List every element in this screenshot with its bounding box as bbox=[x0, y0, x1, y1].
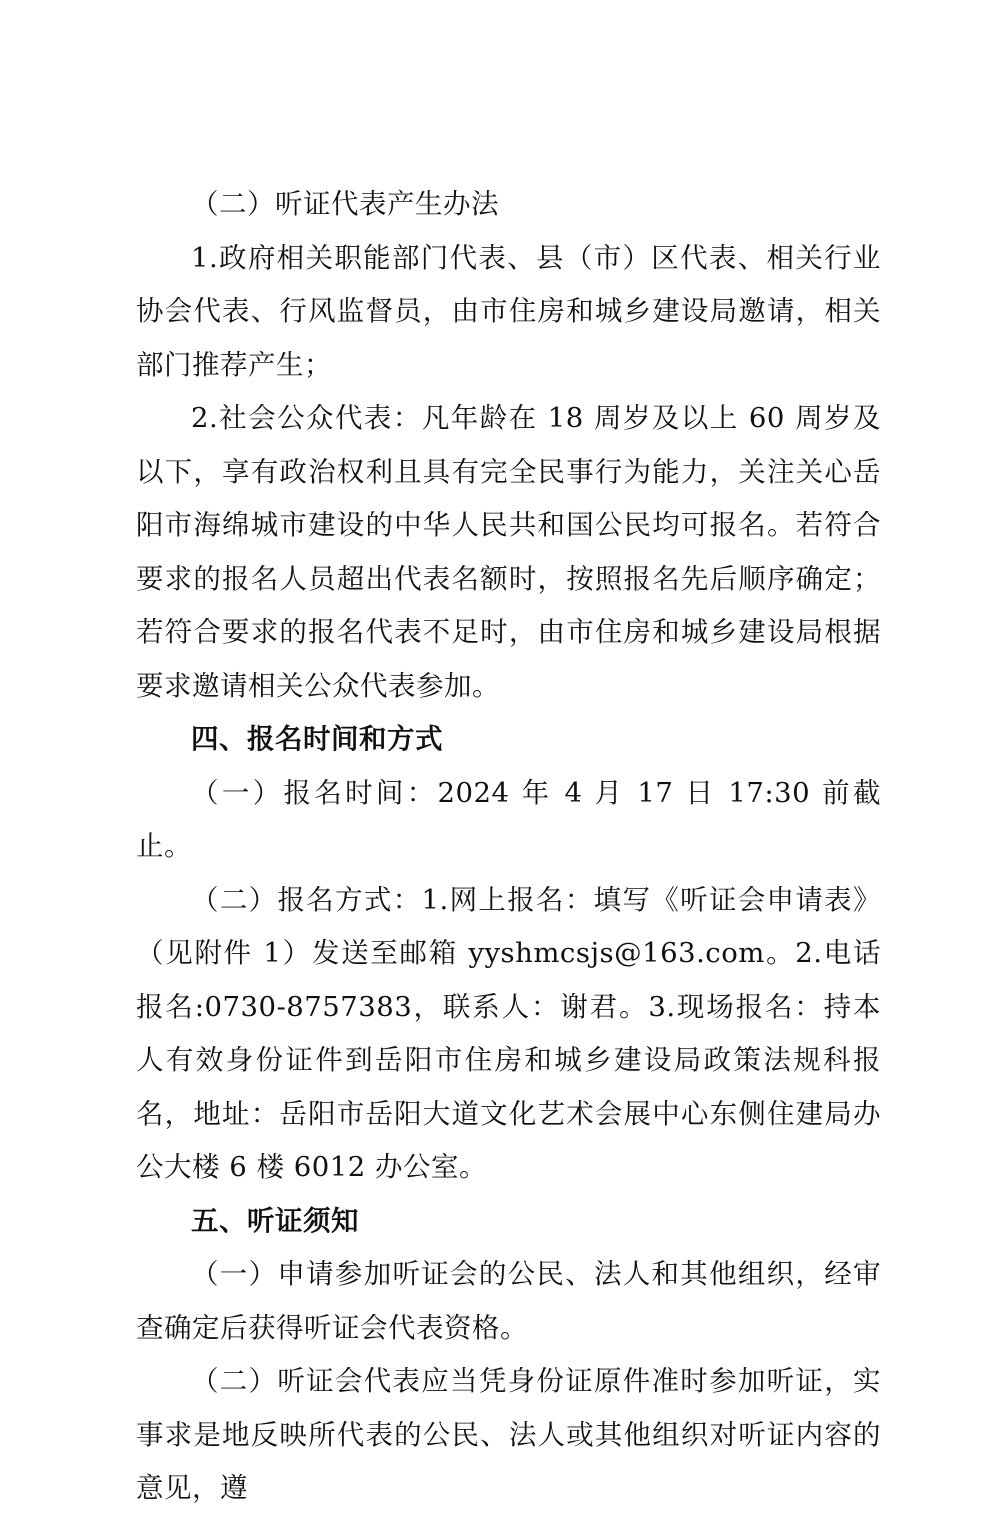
list-item-public-representatives: 2.社会公众代表：凡年龄在 18 周岁及以上 60 周岁及以下，享有政治权利且具有完全民事行为能力，关注关心岳阳市海绵城市建设的中华人民共和国公民均可报名。若符合要求的报名人员超出代表名额时，按照报名先后顺序确定；若符合要求的报名代表不足时，由市住房和城乡建设局根据要求邀请相关公众代表参加。 bbox=[136, 402, 881, 702]
section-heading-hearing-notice: 五、听证须知 bbox=[191, 1204, 359, 1237]
notice-item-qualification: （一）申请参加听证会的公民、法人和其他组织，经审查确定后获得听证会代表资格。 bbox=[136, 1258, 881, 1344]
subsection-title-representative-method: （二）听证代表产生办法 bbox=[191, 188, 499, 220]
list-item-government-representatives: 1.政府相关职能部门代表、县（市）区代表、相关行业协会代表、行风监督员，由市住房和城乡建设局邀请，相关部门推荐产生； bbox=[136, 241, 881, 381]
registration-method: （二）报名方式：1.网上报名：填写《听证会申请表》（见附件 1）发送至邮箱 yyshmcsjs@163.com。2.电话报名:0730-8757383，联系人：谢君。3.现场报名：持本人有效身份证件到岳阳市住房和城乡建设局政策法规科报名，地址：岳阳市岳阳大道文化艺术会展中心东侧住建局办公大楼 6 楼 6012 办公室。 bbox=[136, 883, 881, 1183]
section-heading-registration: 四、报名时间和方式 bbox=[191, 723, 443, 755]
notice-item-attendance: （二）听证会代表应当凭身份证原件准时参加听证，实事求是地反映所代表的公民、法人或其他组织对听证内容的意见，遵 bbox=[136, 1365, 881, 1504]
registration-time: （一）报名时间：2024 年 4 月 17 日 17:30 前截止。 bbox=[136, 776, 881, 862]
document-body bbox=[136, 178, 881, 1516]
